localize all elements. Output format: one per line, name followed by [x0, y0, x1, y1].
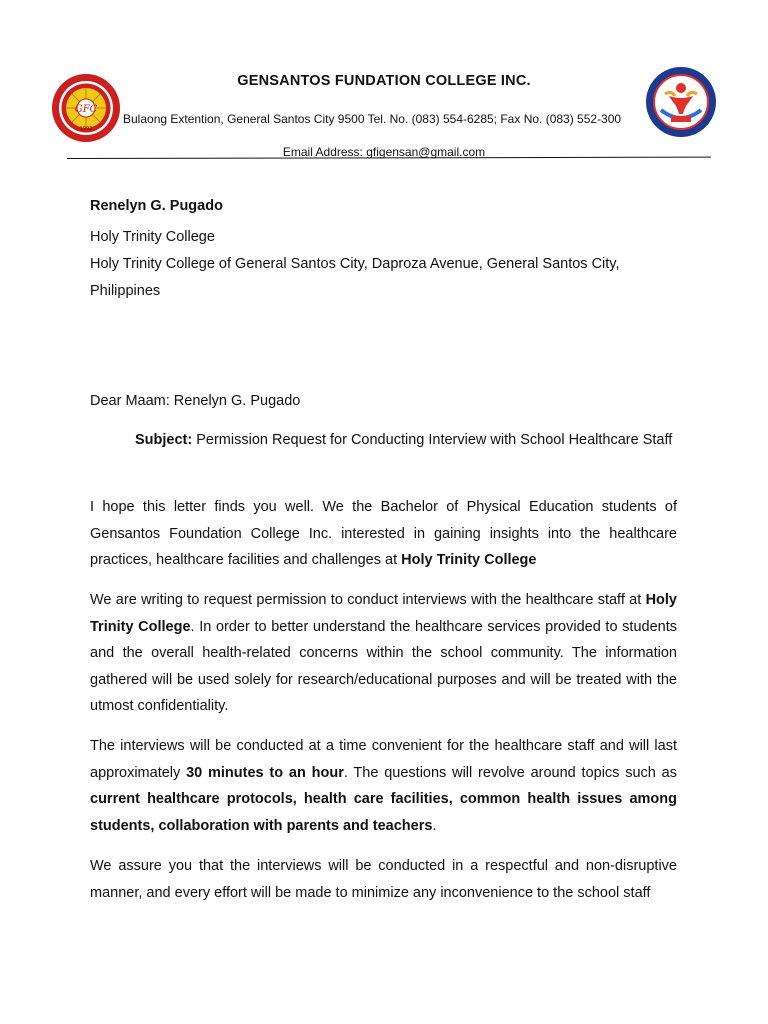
subject-text: Permission Request for Conducting Interview with School Healthcare Staff [192, 432, 673, 448]
recipient-institution: Holy Trinity College [90, 229, 215, 245]
paragraph-details-text2: . The questions will revolve around topics such as [343, 764, 677, 781]
paragraph-details [90, 733, 677, 839]
paragraph-intro-text: I hope this letter finds you well. We the Bachelor of Physical Education students of Gensantos Foundation College Inc. interested in gaining insights into the healthcare practices, healthcare facilities and challenges at [90, 499, 677, 568]
paragraph-details-topics: current healthcare protocols, health care facilities, common health issues among students, collaboration with parents and teachers [90, 791, 677, 834]
seal-monogram: GFC [74, 104, 98, 115]
paragraph-details-duration: 30 minutes to an hour [186, 764, 344, 781]
college-email: Email Address: gfigensan@gmail.com [282, 145, 486, 159]
recipient-address: Holy Trinity College of General Santos City, Daproza Avenue, General Santos City, Philippines [90, 256, 620, 299]
paragraph-details-text3: . [432, 817, 437, 834]
college-address: Bulaong Extention, General Santos City 9500 Tel. No. (083) 554-6285; Fax No. (083) 552-300 [123, 112, 622, 126]
college-name: GENSANTOS FUNDATION COLLEGE INC. [237, 73, 531, 89]
paragraph-request-text-before: We are writing to request permission to conduct interviews with the healthcare staff at [90, 592, 646, 608]
paragraph-request-text-after: . In order to better understand the healthcare services provided to students and the overall health-related concerns within the school community. The information gathered will be used solely for research/educational purposes and will be treated with the utmost confidentiality. [90, 618, 677, 714]
subject-line [90, 427, 677, 454]
paragraph-request [90, 587, 677, 720]
seal-year: 1992 [79, 126, 93, 132]
subject-label: Subject: [135, 432, 193, 448]
recipient-name: Renelyn G. Pugado [90, 198, 223, 214]
salutation: Dear Maam: Renelyn G. Pugado [90, 393, 301, 409]
paragraph-request-bold: Holy Trinity College [90, 592, 677, 635]
paragraph-intro-bold: Holy Trinity College [401, 552, 537, 568]
paragraph-details-text1: The interviews will be conducted at a time convenient for the healthcare staff and will last approximately [90, 738, 677, 781]
paragraph-assurance: We assure you that the interviews will be conducted in a respectful and non-disruptive manner, and every effort will be made to minimize any inconvenience to the school staff [90, 858, 677, 901]
paragraph-intro [90, 494, 677, 574]
